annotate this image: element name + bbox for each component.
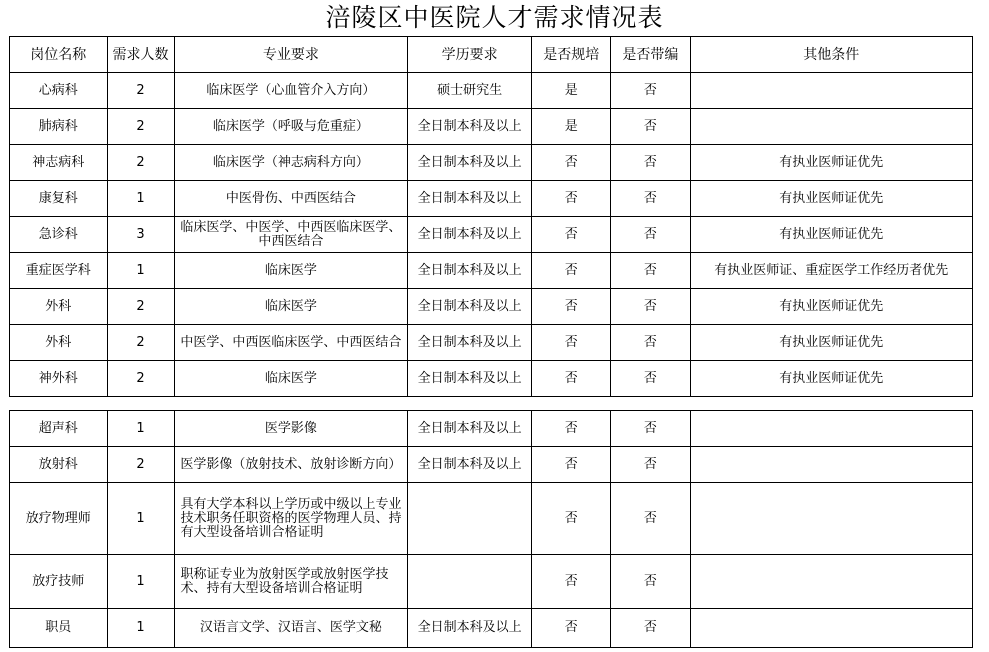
cell-demand-count: 1 (107, 555, 174, 609)
page-title: 涪陵区中医院人才需求情况表 (325, 3, 664, 32)
cell-major-requirement: 汉语言文学、汉语言、医学文秘 (174, 609, 408, 648)
cell-major-requirement: 临床医学 (174, 289, 408, 325)
table-row (10, 253, 973, 289)
cell-standardized-training: 否 (532, 217, 611, 253)
cell-education-requirement: 全日制本科及以上 (408, 609, 532, 648)
cell-major-requirement: 具有大学本科以上学历或中级以上专业技术职务任职资格的医学物理人员、持有大型设备培训合格证明 (174, 483, 408, 555)
cell-other-conditions (690, 73, 972, 109)
table-row (10, 73, 973, 109)
cell-education-requirement: 硕士研究生 (408, 73, 532, 109)
cell-other-conditions (690, 483, 972, 555)
table-row (10, 411, 973, 447)
cell-demand-count: 1 (107, 411, 174, 447)
cell-demand-count: 2 (107, 289, 174, 325)
cell-position-name: 放射科 (10, 447, 108, 483)
cell-with-establishment: 否 (611, 253, 690, 289)
cell-demand-count: 1 (107, 609, 174, 648)
cell-demand-count: 1 (107, 483, 174, 555)
table-row (10, 555, 973, 609)
cell-other-conditions (690, 411, 972, 447)
cell-standardized-training: 否 (532, 411, 611, 447)
cell-education-requirement: 全日制本科及以上 (408, 181, 532, 217)
cell-education-requirement: 全日制本科及以上 (408, 109, 532, 145)
cell-major-requirement: 医学影像（放射技术、放射诊断方向） (174, 447, 408, 483)
cell-demand-count: 1 (107, 253, 174, 289)
cell-with-establishment: 否 (611, 109, 690, 145)
table-row (10, 361, 973, 397)
cell-education-requirement: 全日制本科及以上 (408, 447, 532, 483)
cell-demand-count: 2 (107, 109, 174, 145)
cell-standardized-training: 否 (532, 361, 611, 397)
cell-position-name: 重症医学科 (10, 253, 108, 289)
cell-demand-count: 2 (107, 361, 174, 397)
cell-other-conditions: 有执业医师证优先 (690, 361, 972, 397)
cell-major-requirement: 临床医学 (174, 253, 408, 289)
cell-standardized-training: 否 (532, 325, 611, 361)
cell-education-requirement (408, 483, 532, 555)
header-other-conditions: 其他条件 (690, 37, 972, 73)
header-education-requirement: 学历要求 (408, 37, 532, 73)
cell-demand-count: 1 (107, 181, 174, 217)
cell-major-requirement: 临床医学（心血管介入方向） (174, 73, 408, 109)
cell-with-establishment: 否 (611, 289, 690, 325)
cell-major-requirement: 临床医学 (174, 361, 408, 397)
cell-major-requirement: 临床医学、中医学、中西医临床医学、中西医结合 (174, 217, 408, 253)
table-row (10, 181, 973, 217)
header-position-name: 岗位名称 (10, 37, 108, 73)
cell-other-conditions: 有执业医师证优先 (690, 217, 972, 253)
cell-with-establishment: 否 (611, 483, 690, 555)
cell-standardized-training: 否 (532, 289, 611, 325)
header-major-requirement: 专业要求 (174, 37, 408, 73)
cell-major-requirement: 中医骨伤、中西医结合 (174, 181, 408, 217)
cell-other-conditions: 有执业医师证优先 (690, 145, 972, 181)
cell-with-establishment: 否 (611, 609, 690, 648)
cell-position-name: 职员 (10, 609, 108, 648)
cell-other-conditions: 有执业医师证优先 (690, 289, 972, 325)
cell-position-name: 外科 (10, 289, 108, 325)
cell-standardized-training: 否 (532, 555, 611, 609)
cell-other-conditions: 有执业医师证优先 (690, 325, 972, 361)
cell-standardized-training: 否 (532, 253, 611, 289)
cell-standardized-training: 是 (532, 109, 611, 145)
cell-major-requirement: 医学影像 (174, 411, 408, 447)
cell-education-requirement: 全日制本科及以上 (408, 289, 532, 325)
cell-with-establishment: 否 (611, 361, 690, 397)
cell-other-conditions (690, 609, 972, 648)
cell-position-name: 急诊科 (10, 217, 108, 253)
cell-standardized-training: 否 (532, 181, 611, 217)
cell-position-name: 神外科 (10, 361, 108, 397)
cell-with-establishment: 否 (611, 325, 690, 361)
header-demand-count: 需求人数 (107, 37, 174, 73)
table-row (10, 325, 973, 361)
cell-standardized-training: 否 (532, 447, 611, 483)
cell-position-name: 外科 (10, 325, 108, 361)
cell-other-conditions: 有执业医师证、重症医学工作经历者优先 (690, 253, 972, 289)
cell-education-requirement (408, 555, 532, 609)
cell-demand-count: 2 (107, 73, 174, 109)
cell-with-establishment: 否 (611, 411, 690, 447)
cell-demand-count: 2 (107, 447, 174, 483)
cell-education-requirement: 全日制本科及以上 (408, 411, 532, 447)
cell-position-name: 康复科 (10, 181, 108, 217)
cell-standardized-training: 否 (532, 609, 611, 648)
table-row (10, 145, 973, 181)
cell-position-name: 超声科 (10, 411, 108, 447)
cell-position-name: 放疗物理师 (10, 483, 108, 555)
cell-position-name: 心病科 (10, 73, 108, 109)
table-row (10, 109, 973, 145)
cell-other-conditions (690, 555, 972, 609)
cell-major-requirement: 中医学、中西医临床医学、中西医结合 (174, 325, 408, 361)
cell-with-establishment: 否 (611, 73, 690, 109)
cell-position-name: 放疗技师 (10, 555, 108, 609)
cell-major-requirement: 职称证专业为放射医学或放射医学技术、持有大型设备培训合格证明 (174, 555, 408, 609)
cell-other-conditions (690, 447, 972, 483)
cell-major-requirement: 临床医学（呼吸与危重症） (174, 109, 408, 145)
cell-education-requirement: 全日制本科及以上 (408, 361, 532, 397)
talent-demand-table (9, 36, 973, 397)
cell-standardized-training: 否 (532, 145, 611, 181)
cell-with-establishment: 否 (611, 555, 690, 609)
cell-education-requirement: 全日制本科及以上 (408, 325, 532, 361)
cell-other-conditions (690, 109, 972, 145)
cell-with-establishment: 否 (611, 217, 690, 253)
table-row (10, 289, 973, 325)
table-row (10, 217, 973, 253)
cell-position-name: 神志病科 (10, 145, 108, 181)
table-row (10, 447, 973, 483)
cell-standardized-training: 是 (532, 73, 611, 109)
talent-demand-table-continued (9, 410, 973, 648)
cell-with-establishment: 否 (611, 145, 690, 181)
cell-demand-count: 2 (107, 145, 174, 181)
cell-demand-count: 2 (107, 325, 174, 361)
cell-other-conditions: 有执业医师证优先 (690, 181, 972, 217)
table-header-row (10, 37, 973, 73)
cell-position-name: 肺病科 (10, 109, 108, 145)
header-with-establishment: 是否带编 (611, 37, 690, 73)
header-standardized-training: 是否规培 (532, 37, 611, 73)
table-row (10, 609, 973, 648)
cell-standardized-training: 否 (532, 483, 611, 555)
cell-education-requirement: 全日制本科及以上 (408, 217, 532, 253)
cell-demand-count: 3 (107, 217, 174, 253)
cell-education-requirement: 全日制本科及以上 (408, 145, 532, 181)
cell-education-requirement: 全日制本科及以上 (408, 253, 532, 289)
table-row (10, 483, 973, 555)
cell-major-requirement: 临床医学（神志病科方向） (174, 145, 408, 181)
cell-with-establishment: 否 (611, 447, 690, 483)
cell-with-establishment: 否 (611, 181, 690, 217)
